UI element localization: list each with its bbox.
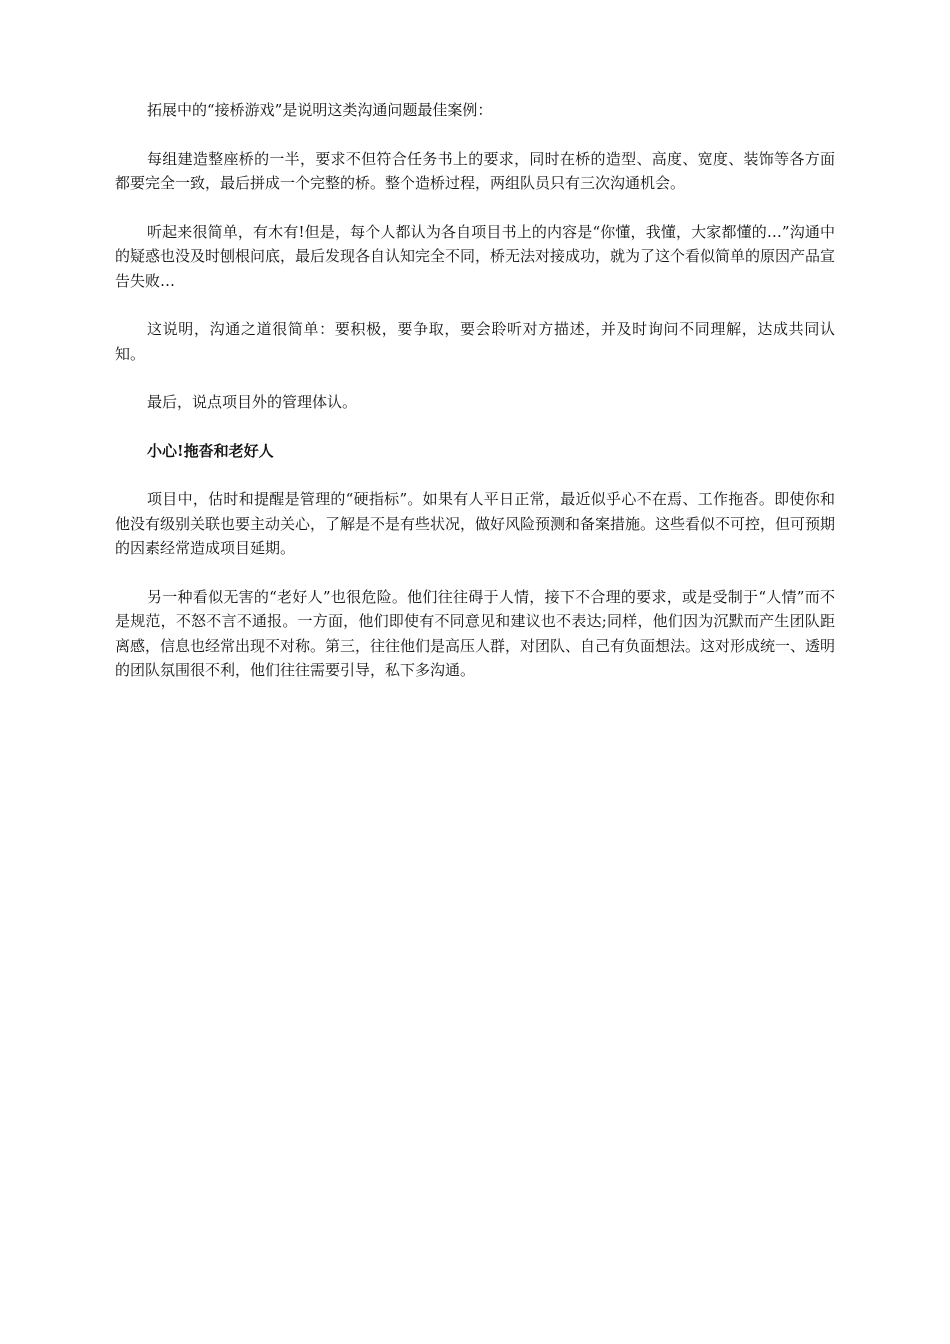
document-body: [115, 98, 835, 707]
paragraph-bridge-failure: 听起来很简单，有木有!但是，每个人都认为各自项目书上的内容是“你懂，我懂，大家都懂的…”沟通中的疑惑也没及时刨根问底，最后发现各自认知完全不同，桥无法对接成功，就为了这个看似简单的原因产品宣告失败…: [115, 222, 836, 290]
paragraph-nice-guy: 另一种看似无害的“老好人”也很危险。他们往往碍于人情，接下不合理的要求，或是受制于“人情”而不是规范，不怒不言不通报。一方面，他们即使有不同意见和建议也不表达;同样，他们因为沉默而产生团队距离感，信息也经常出现不对称。第三，往往他们是高压人群，对团队、自己有负面想法。这对形成统一、透明的团队氛围很不利，他们往往需要引导，私下多沟通。: [115, 587, 836, 679]
paragraph-procrastination: 项目中，估时和提醒是管理的“硬指标”。如果有人平日正常，最近似乎心不在焉、工作拖沓。即使你和他没有级别关联也要主动关心，了解是不是有些状况，做好风险预测和备案措施。这些看似不可控，但可预期的因素经常造成项目延期。: [115, 490, 836, 557]
paragraph-bridge-game-intro: 拓展中的“接桥游戏”是说明这类沟通问题最佳案例：: [147, 101, 493, 119]
paragraph-communication-lesson: 这说明，沟通之道很简单：要积极，要争取，要会聆听对方描述，并及时询问不同理解，达成共同认知。: [115, 320, 835, 363]
paragraph-bridge-rules: 每组建造整座桥的一半，要求不但符合任务书上的要求，同时在桥的造型、高度、宽度、装饰等各方面都要完全一致，最后拼成一个完整的桥。整个造桥过程，两组队员只有三次沟通机会。: [115, 149, 835, 192]
section-heading: 小心!拖沓和老好人: [147, 441, 274, 460]
paragraph-management-intro: 最后，说点项目外的管理体认。: [147, 393, 358, 411]
